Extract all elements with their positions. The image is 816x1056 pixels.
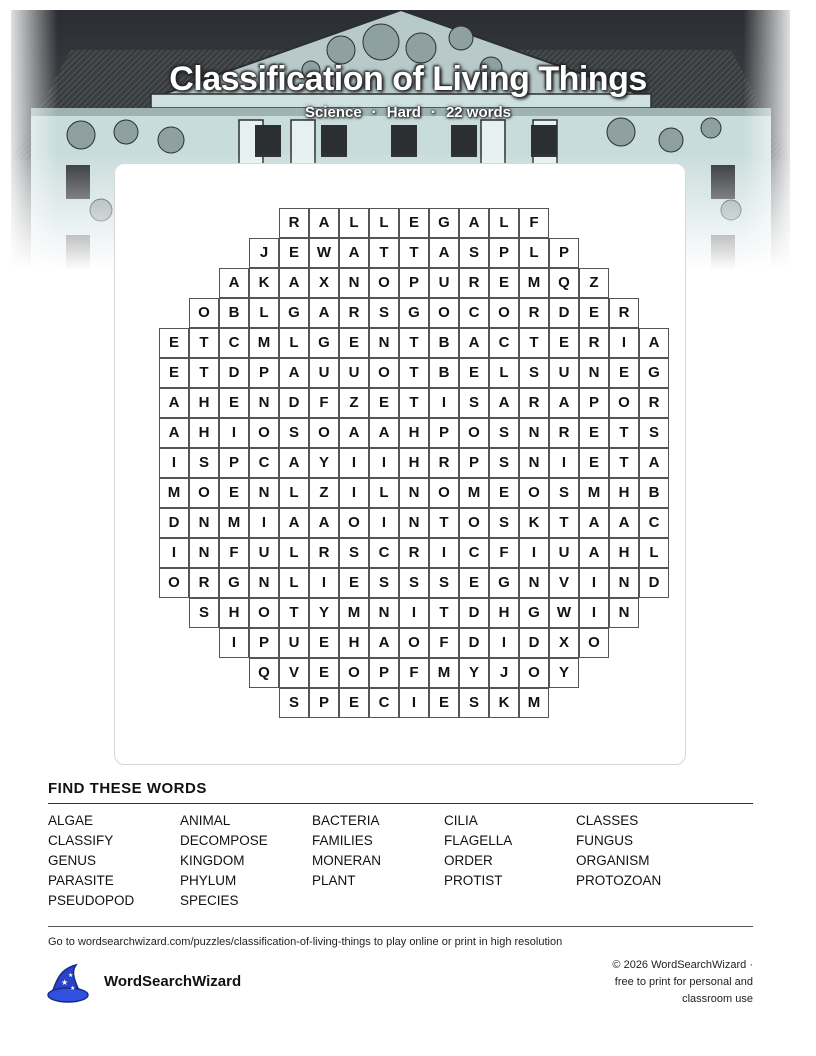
- word-list-item: FAMILIES: [312, 833, 373, 848]
- word-list-item: FLAGELLA: [444, 833, 513, 848]
- word-list-item: PLANT: [312, 873, 356, 888]
- grid-cell[interactable]: I: [219, 418, 249, 448]
- grid-cell[interactable]: L: [249, 298, 279, 328]
- grid-cell[interactable]: L: [279, 538, 309, 568]
- word-list-item: FUNGUS: [576, 833, 633, 848]
- grid-cell[interactable]: A: [459, 208, 489, 238]
- grid-cell[interactable]: R: [429, 448, 459, 478]
- grid-cell[interactable]: S: [549, 478, 579, 508]
- grid-cell[interactable]: D: [519, 628, 549, 658]
- grid-cell[interactable]: O: [369, 358, 399, 388]
- grid-cell[interactable]: S: [489, 418, 519, 448]
- grid-cell[interactable]: T: [429, 508, 459, 538]
- grid-cell[interactable]: S: [489, 448, 519, 478]
- grid-cell[interactable]: O: [249, 418, 279, 448]
- word-list-item: PROTIST: [444, 873, 503, 888]
- word-list-item: KINGDOM: [180, 853, 245, 868]
- grid-cell[interactable]: A: [279, 268, 309, 298]
- grid-cell[interactable]: R: [519, 298, 549, 328]
- grid-cell[interactable]: I: [429, 538, 459, 568]
- grid-cell[interactable]: W: [549, 598, 579, 628]
- grid-cell[interactable]: F: [519, 208, 549, 238]
- grid-cell[interactable]: F: [489, 538, 519, 568]
- grid-cell[interactable]: P: [489, 238, 519, 268]
- grid-cell[interactable]: O: [159, 568, 189, 598]
- grid-cell[interactable]: N: [369, 598, 399, 628]
- grid-cell[interactable]: O: [579, 628, 609, 658]
- grid-cell[interactable]: H: [219, 598, 249, 628]
- grid-cell[interactable]: R: [519, 388, 549, 418]
- grid-cell[interactable]: N: [609, 598, 639, 628]
- grid-cell[interactable]: U: [249, 538, 279, 568]
- word-list-item: GENUS: [48, 853, 97, 868]
- grid-cell[interactable]: E: [309, 658, 339, 688]
- grid-cell[interactable]: S: [369, 568, 399, 598]
- grid-cell[interactable]: I: [579, 598, 609, 628]
- word-list-item: PSEUDOPOD: [48, 893, 135, 908]
- grid-cell[interactable]: K: [519, 508, 549, 538]
- grid-cell[interactable]: N: [339, 268, 369, 298]
- grid-cell[interactable]: L: [369, 208, 399, 238]
- word-list-item: CLASSES: [576, 813, 639, 828]
- grid-cell[interactable]: Q: [249, 658, 279, 688]
- grid-cell[interactable]: E: [159, 358, 189, 388]
- grid-cell[interactable]: R: [579, 328, 609, 358]
- grid-cell[interactable]: E: [549, 328, 579, 358]
- grid-cell[interactable]: O: [249, 598, 279, 628]
- grid-cell[interactable]: M: [339, 598, 369, 628]
- word-list-item: CLASSIFY: [48, 833, 114, 848]
- grid-cell[interactable]: I: [579, 568, 609, 598]
- grid-cell[interactable]: Q: [549, 268, 579, 298]
- grid-cell[interactable]: J: [489, 658, 519, 688]
- grid-cell[interactable]: R: [189, 568, 219, 598]
- meta-separator: ·: [430, 104, 436, 121]
- grid-cell[interactable]: L: [279, 328, 309, 358]
- grid-cell[interactable]: I: [159, 448, 189, 478]
- svg-text:★: ★: [68, 972, 74, 979]
- grid-cell[interactable]: N: [579, 358, 609, 388]
- grid-cell[interactable]: O: [519, 658, 549, 688]
- grid-cell[interactable]: O: [459, 508, 489, 538]
- grid-cell[interactable]: O: [189, 478, 219, 508]
- grid-cell[interactable]: S: [279, 688, 309, 718]
- grid-cell[interactable]: N: [249, 478, 279, 508]
- grid-cell[interactable]: A: [309, 208, 339, 238]
- play-online-note: Go to wordsearchwizard.com/puzzles/classification-of-living-things to play online or print in high resolution: [48, 936, 563, 948]
- grid-cell[interactable]: N: [399, 478, 429, 508]
- grid-cell[interactable]: C: [249, 448, 279, 478]
- grid-cell[interactable]: T: [279, 598, 309, 628]
- grid-cell[interactable]: L: [489, 358, 519, 388]
- page-title: Classification of Living Things: [169, 60, 647, 98]
- grid-cell[interactable]: K: [489, 688, 519, 718]
- grid-cell[interactable]: G: [399, 298, 429, 328]
- grid-cell[interactable]: B: [219, 298, 249, 328]
- grid-cell[interactable]: O: [309, 418, 339, 448]
- grid-cell[interactable]: T: [399, 358, 429, 388]
- grid-cell[interactable]: N: [249, 568, 279, 598]
- grid-cell[interactable]: R: [549, 418, 579, 448]
- grid-cell[interactable]: N: [249, 388, 279, 418]
- grid-cell[interactable]: R: [279, 208, 309, 238]
- grid-cell[interactable]: H: [339, 628, 369, 658]
- grid-cell[interactable]: I: [399, 598, 429, 628]
- grid-cell[interactable]: S: [369, 298, 399, 328]
- grid-cell[interactable]: R: [309, 538, 339, 568]
- grid-cell[interactable]: H: [189, 388, 219, 418]
- grid-cell[interactable]: I: [249, 508, 279, 538]
- grid-cell[interactable]: L: [279, 568, 309, 598]
- grid-cell[interactable]: A: [279, 508, 309, 538]
- grid-cell[interactable]: E: [339, 568, 369, 598]
- grid-cell[interactable]: R: [459, 268, 489, 298]
- grid-cell[interactable]: U: [549, 538, 579, 568]
- grid-cell[interactable]: A: [459, 328, 489, 358]
- grid-cell[interactable]: O: [339, 658, 369, 688]
- grid-cell[interactable]: I: [429, 388, 459, 418]
- meta-separator: ·: [371, 104, 377, 121]
- grid-cell[interactable]: E: [219, 478, 249, 508]
- grid-cell[interactable]: M: [219, 508, 249, 538]
- grid-cell[interactable]: K: [249, 268, 279, 298]
- grid-cell[interactable]: A: [159, 388, 189, 418]
- grid-cell[interactable]: A: [579, 508, 609, 538]
- grid-cell[interactable]: F: [399, 658, 429, 688]
- grid-cell[interactable]: A: [369, 418, 399, 448]
- grid-cell[interactable]: G: [639, 358, 669, 388]
- grid-cell[interactable]: Y: [309, 448, 339, 478]
- grid-cell[interactable]: A: [339, 238, 369, 268]
- grid-cell[interactable]: C: [639, 508, 669, 538]
- grid-cell[interactable]: X: [309, 268, 339, 298]
- word-list-item: ALGAE: [48, 813, 94, 828]
- grid-cell[interactable]: A: [159, 418, 189, 448]
- grid-cell[interactable]: D: [459, 598, 489, 628]
- grid-cell[interactable]: C: [219, 328, 249, 358]
- grid-cell[interactable]: O: [429, 478, 459, 508]
- word-list-item: CILIA: [444, 813, 478, 828]
- grid-cell[interactable]: I: [489, 628, 519, 658]
- grid-cell[interactable]: T: [399, 388, 429, 418]
- grid-cell[interactable]: L: [639, 538, 669, 568]
- grid-cell[interactable]: M: [429, 658, 459, 688]
- grid-cell[interactable]: N: [609, 568, 639, 598]
- grid-cell[interactable]: C: [369, 538, 399, 568]
- word-count-label: 22 words: [445, 104, 511, 121]
- grid-cell[interactable]: G: [279, 298, 309, 328]
- grid-cell[interactable]: T: [399, 238, 429, 268]
- grid-cell[interactable]: E: [279, 238, 309, 268]
- grid-cell[interactable]: T: [519, 328, 549, 358]
- grid-cell[interactable]: I: [609, 328, 639, 358]
- grid-cell[interactable]: P: [549, 238, 579, 268]
- grid-cell[interactable]: M: [579, 478, 609, 508]
- grid-cell[interactable]: E: [579, 298, 609, 328]
- grid-cell[interactable]: A: [339, 418, 369, 448]
- grid-cell[interactable]: E: [369, 388, 399, 418]
- grid-cell[interactable]: D: [159, 508, 189, 538]
- grid-cell[interactable]: H: [489, 598, 519, 628]
- grid-cell[interactable]: S: [459, 688, 489, 718]
- grid-cell[interactable]: Z: [579, 268, 609, 298]
- grid-cell[interactable]: D: [279, 388, 309, 418]
- brand-name: WordSearchWizard: [104, 973, 242, 990]
- grid-cell[interactable]: T: [609, 418, 639, 448]
- grid-cell[interactable]: P: [249, 358, 279, 388]
- svg-text:★: ★: [70, 985, 76, 992]
- grid-cell[interactable]: E: [459, 358, 489, 388]
- grid-cell[interactable]: I: [399, 688, 429, 718]
- grid-cell[interactable]: H: [399, 418, 429, 448]
- word-list-item: MONERAN: [312, 853, 382, 868]
- grid-cell[interactable]: U: [279, 628, 309, 658]
- grid-cell[interactable]: I: [369, 448, 399, 478]
- word-list-item: PHYLUM: [180, 873, 237, 888]
- grid-cell[interactable]: E: [489, 478, 519, 508]
- grid-cell[interactable]: S: [459, 388, 489, 418]
- copyright-note: [553, 957, 753, 1008]
- grid-cell[interactable]: C: [459, 298, 489, 328]
- grid-cell[interactable]: P: [219, 448, 249, 478]
- grid-cell[interactable]: S: [399, 568, 429, 598]
- grid-cell[interactable]: N: [189, 508, 219, 538]
- grid-cell[interactable]: S: [189, 448, 219, 478]
- grid-cell[interactable]: P: [429, 418, 459, 448]
- grid-cell[interactable]: N: [189, 538, 219, 568]
- puzzle-meta: [0, 104, 816, 121]
- grid-cell[interactable]: R: [339, 298, 369, 328]
- grid-cell[interactable]: I: [309, 568, 339, 598]
- grid-cell[interactable]: D: [549, 298, 579, 328]
- grid-cell[interactable]: S: [339, 538, 369, 568]
- word-list-item: PROTOZOAN: [576, 873, 662, 888]
- divider: [48, 803, 753, 804]
- grid-cell[interactable]: T: [369, 238, 399, 268]
- grid-cell[interactable]: R: [609, 298, 639, 328]
- grid-cell[interactable]: E: [609, 358, 639, 388]
- grid-cell[interactable]: C: [489, 328, 519, 358]
- grid-cell[interactable]: L: [339, 208, 369, 238]
- grid-cell[interactable]: W: [309, 238, 339, 268]
- grid-cell[interactable]: I: [159, 538, 189, 568]
- grid-cell[interactable]: S: [639, 418, 669, 448]
- grid-cell[interactable]: N: [399, 508, 429, 538]
- grid-cell[interactable]: R: [399, 538, 429, 568]
- word-list-heading: FIND THESE WORDS: [48, 780, 207, 797]
- svg-text:★: ★: [61, 978, 69, 987]
- grid-cell[interactable]: G: [519, 598, 549, 628]
- grid-cell[interactable]: Y: [309, 598, 339, 628]
- grid-cell[interactable]: S: [459, 238, 489, 268]
- grid-cell[interactable]: G: [429, 208, 459, 238]
- grid-cell[interactable]: A: [279, 358, 309, 388]
- grid-cell[interactable]: M: [519, 688, 549, 718]
- grid-cell[interactable]: C: [369, 688, 399, 718]
- grid-cell[interactable]: E: [489, 268, 519, 298]
- grid-cell[interactable]: A: [549, 388, 579, 418]
- grid-cell[interactable]: L: [489, 208, 519, 238]
- grid-cell[interactable]: E: [579, 448, 609, 478]
- word-list-item: ORDER: [444, 853, 493, 868]
- grid-cell[interactable]: N: [369, 328, 399, 358]
- word-list-item: SPECIES: [180, 893, 239, 908]
- grid-cell[interactable]: T: [399, 328, 429, 358]
- grid-cell[interactable]: G: [219, 568, 249, 598]
- grid-cell[interactable]: I: [369, 508, 399, 538]
- grid-cell[interactable]: D: [219, 358, 249, 388]
- grid-cell[interactable]: R: [639, 388, 669, 418]
- grid-cell[interactable]: G: [489, 568, 519, 598]
- grid-cell[interactable]: U: [339, 358, 369, 388]
- grid-cell[interactable]: V: [279, 658, 309, 688]
- grid-cell[interactable]: U: [429, 268, 459, 298]
- grid-cell[interactable]: M: [159, 478, 189, 508]
- grid-cell[interactable]: E: [339, 328, 369, 358]
- grid-cell[interactable]: F: [429, 628, 459, 658]
- grid-cell[interactable]: O: [519, 478, 549, 508]
- puzzle-card: [114, 163, 686, 765]
- grid-cell[interactable]: E: [399, 208, 429, 238]
- grid-cell[interactable]: N: [519, 418, 549, 448]
- copyright-line: © 2026 WordSearchWizard ·: [612, 959, 753, 971]
- grid-cell[interactable]: A: [639, 328, 669, 358]
- wizard-hat-icon: [46, 963, 92, 1005]
- grid-cell[interactable]: D: [459, 628, 489, 658]
- grid-cell[interactable]: H: [609, 478, 639, 508]
- grid-cell[interactable]: T: [429, 598, 459, 628]
- grid-cell[interactable]: D: [639, 568, 669, 598]
- grid-cell[interactable]: B: [429, 328, 459, 358]
- grid-cell[interactable]: A: [309, 298, 339, 328]
- grid-cell[interactable]: N: [519, 568, 549, 598]
- grid-cell[interactable]: L: [279, 478, 309, 508]
- grid-cell[interactable]: E: [309, 628, 339, 658]
- grid-cell[interactable]: A: [639, 448, 669, 478]
- grid-cell[interactable]: M: [249, 328, 279, 358]
- grid-cell[interactable]: P: [459, 448, 489, 478]
- grid-cell[interactable]: O: [459, 418, 489, 448]
- grid-cell[interactable]: L: [369, 478, 399, 508]
- word-list-item: PARASITE: [48, 873, 114, 888]
- grid-cell[interactable]: A: [279, 448, 309, 478]
- grid-cell[interactable]: P: [399, 268, 429, 298]
- grid-cell[interactable]: S: [489, 508, 519, 538]
- grid-cell[interactable]: T: [609, 448, 639, 478]
- grid-cell[interactable]: E: [459, 568, 489, 598]
- grid-cell[interactable]: U: [549, 358, 579, 388]
- grid-cell[interactable]: O: [429, 298, 459, 328]
- grid-cell[interactable]: O: [339, 508, 369, 538]
- grid-cell[interactable]: O: [369, 268, 399, 298]
- subject-label: Science: [305, 104, 362, 121]
- grid-cell[interactable]: S: [519, 358, 549, 388]
- divider: [48, 926, 753, 927]
- grid-cell[interactable]: E: [159, 328, 189, 358]
- grid-cell[interactable]: A: [489, 388, 519, 418]
- grid-cell[interactable]: E: [339, 688, 369, 718]
- word-list-item: ANIMAL: [180, 813, 231, 828]
- grid-cell[interactable]: B: [639, 478, 669, 508]
- grid-cell[interactable]: J: [249, 238, 279, 268]
- grid-cell[interactable]: E: [219, 388, 249, 418]
- difficulty-label: Hard: [386, 104, 421, 121]
- grid-cell[interactable]: E: [579, 418, 609, 448]
- grid-cell[interactable]: M: [459, 478, 489, 508]
- grid-cell[interactable]: O: [609, 388, 639, 418]
- grid-cell[interactable]: P: [309, 688, 339, 718]
- grid-cell[interactable]: T: [189, 358, 219, 388]
- grid-cell[interactable]: X: [549, 628, 579, 658]
- grid-cell[interactable]: M: [519, 268, 549, 298]
- copyright-line: free to print for personal and: [614, 976, 753, 988]
- grid-cell[interactable]: P: [579, 388, 609, 418]
- grid-cell[interactable]: O: [189, 298, 219, 328]
- grid-cell[interactable]: A: [219, 268, 249, 298]
- grid-cell[interactable]: A: [579, 538, 609, 568]
- grid-cell[interactable]: L: [519, 238, 549, 268]
- grid-cell[interactable]: Y: [549, 658, 579, 688]
- grid-cell[interactable]: T: [189, 328, 219, 358]
- grid-cell[interactable]: I: [339, 478, 369, 508]
- grid-cell[interactable]: F: [219, 538, 249, 568]
- grid-cell[interactable]: Z: [309, 478, 339, 508]
- grid-cell[interactable]: C: [459, 538, 489, 568]
- grid-cell[interactable]: H: [609, 538, 639, 568]
- grid-cell[interactable]: O: [399, 628, 429, 658]
- grid-cell[interactable]: S: [429, 568, 459, 598]
- grid-cell[interactable]: G: [309, 328, 339, 358]
- grid-cell[interactable]: P: [369, 658, 399, 688]
- word-list-item: BACTERIA: [312, 813, 380, 828]
- grid-cell[interactable]: I: [339, 448, 369, 478]
- grid-cell[interactable]: F: [309, 388, 339, 418]
- grid-cell[interactable]: I: [219, 628, 249, 658]
- grid-cell[interactable]: H: [189, 418, 219, 448]
- grid-cell[interactable]: N: [519, 448, 549, 478]
- copyright-line: classroom use: [682, 993, 753, 1005]
- grid-cell[interactable]: I: [549, 448, 579, 478]
- word-list-item: ORGANISM: [576, 853, 650, 868]
- grid-cell[interactable]: S: [279, 418, 309, 448]
- grid-cell[interactable]: H: [399, 448, 429, 478]
- grid-cell[interactable]: I: [519, 538, 549, 568]
- grid-cell[interactable]: A: [309, 508, 339, 538]
- grid-cell[interactable]: A: [369, 628, 399, 658]
- grid-cell[interactable]: P: [249, 628, 279, 658]
- grid-cell[interactable]: B: [429, 358, 459, 388]
- grid-cell[interactable]: V: [549, 568, 579, 598]
- grid-cell[interactable]: A: [609, 508, 639, 538]
- grid-cell[interactable]: O: [489, 298, 519, 328]
- grid-cell[interactable]: U: [309, 358, 339, 388]
- grid-cell[interactable]: Z: [339, 388, 369, 418]
- grid-cell[interactable]: Y: [459, 658, 489, 688]
- grid-cell[interactable]: A: [429, 238, 459, 268]
- grid-cell[interactable]: E: [429, 688, 459, 718]
- grid-cell[interactable]: T: [549, 508, 579, 538]
- word-list-item: DECOMPOSE: [180, 833, 268, 848]
- grid-cell[interactable]: S: [189, 598, 219, 628]
